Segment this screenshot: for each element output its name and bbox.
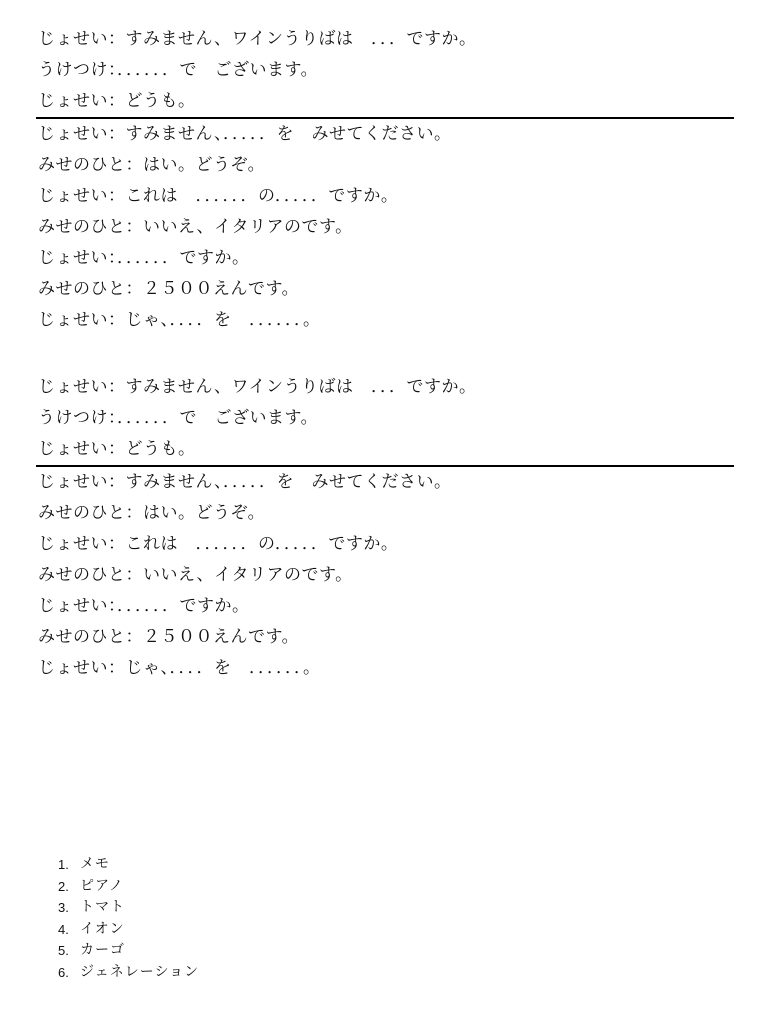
list-number: 4. xyxy=(58,921,69,937)
dialogue-line: うけつけ：．．．．．．で ございます。 xyxy=(38,60,319,80)
list-number: 3. xyxy=(58,900,69,915)
dialogue-line: じょせい：すみません、．．．．．を みせてください。 xyxy=(38,472,452,492)
dialogue-line: じょせい：．．．．．．ですか。 xyxy=(38,248,250,268)
list-word: ピアノ xyxy=(80,877,124,894)
list-item xyxy=(58,919,199,941)
dialogue-line: じょせい：じゃ、．．．．を ．．．．．．。 xyxy=(38,310,321,330)
dialogue-line: みせのひと：いいえ、イタリアのです。 xyxy=(38,565,353,585)
dialogue-line: みせのひと：いいえ、イタリアのです。 xyxy=(38,217,353,237)
dialogue-line: じょせい：これは ．．．．．．の．．．．．ですか。 xyxy=(38,534,399,554)
list-item xyxy=(58,897,199,919)
list-number: 1. xyxy=(58,857,69,872)
vocab-list xyxy=(58,854,199,983)
list-number: 6. xyxy=(58,964,69,980)
dialogue-line: うけつけ：．．．．．．で ございます。 xyxy=(38,408,319,428)
dialogue-line: じょせい：どうも。 xyxy=(38,91,196,111)
dialogue-line: じょせい：．．．．．．ですか。 xyxy=(38,596,250,616)
list-word: トマト xyxy=(80,899,125,915)
list-item xyxy=(58,962,199,984)
dialogue-line: じょせい：これは ．．．．．．の．．．．．ですか。 xyxy=(38,186,399,206)
dialogue-line: じょせい：すみません、ワインうりばは ．．．ですか。 xyxy=(38,29,477,49)
list-word: メモ xyxy=(80,856,110,872)
list-number: 5. xyxy=(58,943,69,958)
list-item xyxy=(58,854,199,876)
dialogue-line: じょせい：すみません、．．．．．を みせてください。 xyxy=(38,124,452,144)
dialogue-line: みせのひと：２５００えんです。 xyxy=(38,279,300,299)
dialogue-line: じょせい：どうも。 xyxy=(38,439,196,459)
dialogue-block-1 xyxy=(38,24,734,336)
list-word: ジェネレーション xyxy=(80,963,200,980)
dialogue-line: みせのひと：２５００えんです。 xyxy=(38,627,300,647)
dialogue-line: じょせい：じゃ、．．．．を ．．．．．．。 xyxy=(38,658,321,678)
list-number: 2. xyxy=(58,878,69,894)
dialogue-line: みせのひと：はい。どうぞ。 xyxy=(38,155,266,175)
dialogue-line: じょせい：すみません、ワインうりばは ．．．ですか。 xyxy=(38,377,477,397)
dialogue-line: みせのひと：はい。どうぞ。 xyxy=(38,503,266,523)
list-word: カーゴ xyxy=(80,942,125,958)
list-item xyxy=(58,940,199,962)
list-item xyxy=(58,876,199,898)
list-word: イオン xyxy=(80,920,125,937)
dialogue-block-2 xyxy=(38,372,734,684)
